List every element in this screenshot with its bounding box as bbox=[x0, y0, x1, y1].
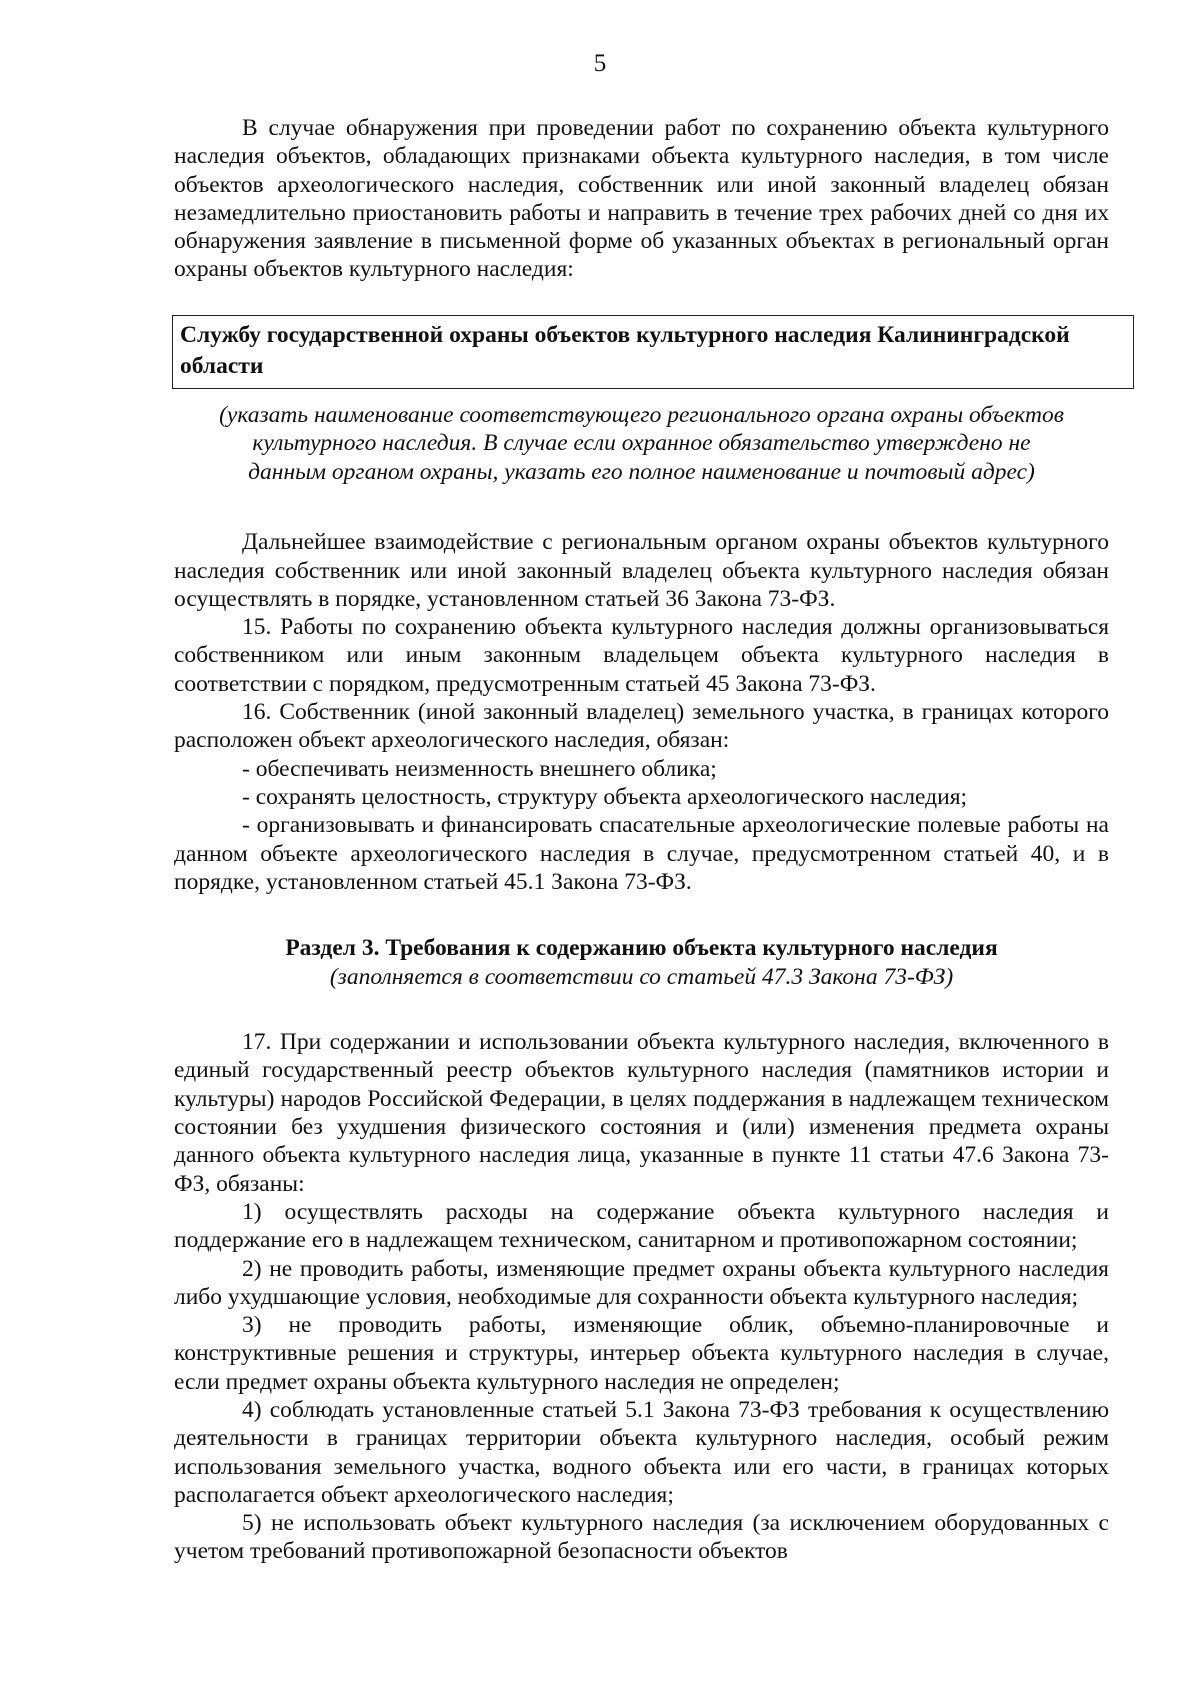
paragraph-discovery-obligation: В случае обнаружения при проведении работ по сохранению объекта культурного наследия объектов, обладающих признаками объекта культурного наследия, в том числе объектов археологического наследия, собственник или иной законный владелец обязан незамедлительно приостановить работы и направить в течение трех рабочих дней со дня их обнаружения заявление в письменной форме об указанных объектах в региональный орган охраны объектов культурного наследия: bbox=[174, 115, 1109, 283]
list-item-1: 1) осуществлять расходы на содержание объекта культурного наследия и поддержание его в надлежащем техническом, санитарном и противопожарном состоянии; bbox=[174, 1198, 1109, 1254]
list-item-4: 4) соблюдать установленные статьей 5.1 Закона 73-ФЗ требования к осуществлению деятельности в границах территории объекта культурного наследия, особый режим использования земельного участка, водного объекта или его части, в границах которых располагается объект археологического наследия; bbox=[174, 1397, 1109, 1508]
list-item-integrity: - сохранять целостность, структуру объекта археологического наследия; bbox=[242, 783, 968, 810]
paragraph-item-16: 16. Собственник (иной законный владелец) земельного участка, в границах которого расположен объект археологического наследия, обязан: bbox=[174, 699, 1109, 754]
section-note: (заполняется в соответствии со статьей 47.3 Закона 73-ФЗ) bbox=[329, 964, 954, 991]
authority-note: (указать наименование соответствующего регионального органа охраны объектов культурного наследия. В случае если охранное обязательство утверждено не данным органом охраны, указать его полное наименование и почтовый адрес) bbox=[219, 401, 1064, 485]
list-item-3: 3) не проводить работы, изменяющие облик, объемно-планировочные и конструктивные решения и структуры, интерьер объекта культурного наследия в случае, если предмет охраны объекта культурного наследия не определен; bbox=[174, 1312, 1109, 1395]
list-item-rescue-works: - организовывать и финансировать спасательные археологические полевые работы на данном объекте археологического наследия в случае, предусмотренном статьей 40, и в порядке, установленном статьей 45.1 Закона 73-ФЗ. bbox=[174, 812, 1109, 895]
paragraph-item-15: 15. Работы по сохранению объекта культурного наследия должны организовываться собственником или иным законным владельцем объекта культурного наследия в соответствии с порядком, предусмотренным статьей 45 Закона 73-ФЗ. bbox=[174, 614, 1109, 697]
section-title: Раздел 3. Требования к содержанию объекта культурного наследия bbox=[285, 935, 998, 962]
list-item-appearance: - обеспечивать неизменность внешнего облика; bbox=[242, 755, 717, 782]
list-item-5: 5) не использовать объект культурного наследия (за исключением оборудованных с учетом требований противопожарной безопасности объектов bbox=[174, 1510, 1109, 1565]
paragraph-item-17: 17. При содержании и использовании объекта культурного наследия, включенного в единый государственный реестр объектов культурного наследия (памятников истории и культуры) народов Российской Федерации, в целях поддержания в надлежащем техническом состоянии без ухудшения физического состояния и (или) изменения предмета охраны данного объекта культурного наследия лица, указанные в пункте 11 статьи 47.6 Закона 73-ФЗ, обязаны: bbox=[174, 1029, 1109, 1197]
authority-box: Службу государственной охраны объектов культурного наследия Калининградской области bbox=[172, 315, 1134, 389]
paragraph-further-interaction: Дальнейшее взаимодействие с региональным органом охраны объектов культурного наследия собственник или иной законный владелец объекта культурного наследия обязан осуществлять в порядке, установленном статьей 36 Закона 73-ФЗ. bbox=[174, 529, 1109, 612]
list-item-2: 2) не проводить работы, изменяющие предмет охраны объекта культурного наследия либо ухудшающие условия, необходимые для сохранности объекта культурного наследия; bbox=[174, 1255, 1109, 1310]
document-body bbox=[174, 114, 1109, 1566]
page-number: 5 bbox=[593, 50, 607, 77]
